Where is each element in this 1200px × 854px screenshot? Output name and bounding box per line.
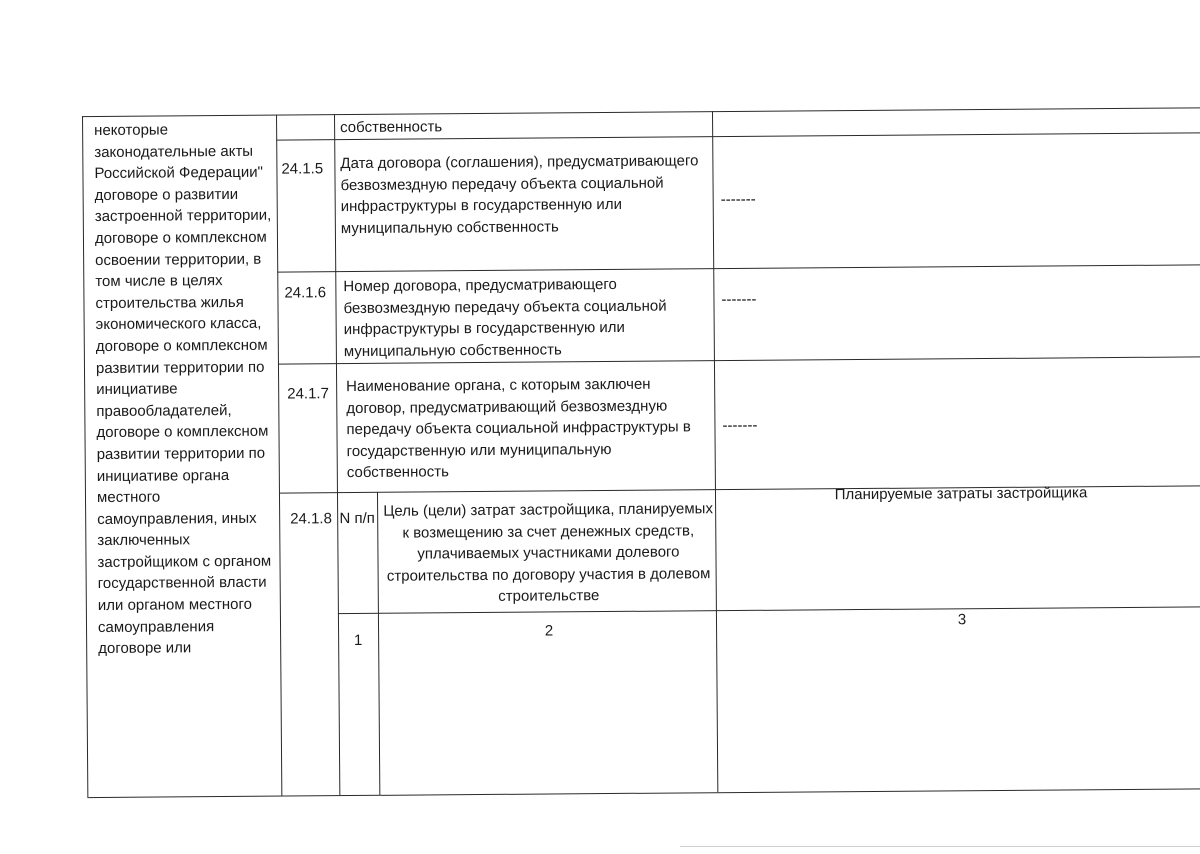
row-value-24-1-5: -------: [720, 190, 756, 209]
subtable-header-num: N п/п: [339, 509, 375, 528]
row-value-24-1-6: -------: [721, 290, 757, 309]
subtable-num-divider: [377, 492, 380, 795]
subtable-header-goal: Цель (цели) затрат застройщика, планируемых к возмещению за счет денежных средств, уплачиваемых участниками долевого строительства по договору участия в долевом строительстве: [383, 500, 714, 606]
row-code-24-1-8: 24.1.8: [290, 510, 332, 528]
row-label-24-1-5: Дата договора (соглашения), предусматривающего безвозмездную передачу объекта социальной инфраструктуры в государственную или муниципальную собственность: [340, 152, 699, 237]
scan-artifact-line: [680, 846, 1200, 847]
column-number-2: 2: [544, 622, 554, 640]
table-left-border: [82, 116, 88, 797]
column-number-1: 1: [353, 631, 363, 650]
row-code-24-1-6: 24.1.6: [284, 284, 327, 302]
row-label-continuation: собственность: [340, 118, 443, 137]
row-line-2: [277, 264, 1200, 272]
row-value-24-1-7: -------: [722, 416, 758, 435]
left-column-text: некоторые законодательные акты Российской Федерации" договоре о развитии застроенной территории, договоре о комплексном освоении территории, в том числе в целях строительства жилья экономического класса, договоре о комплексном развитии территории по инициативе правообладателей, договоре о комплексном развитии территории по инициативе органа местного самоуправления, иных заключенных застройщиком с органом государственной власти или органом местного самоуправления договоре или: [94, 121, 272, 658]
row-label-24-1-6: Номер договора, предусматривающего безвозмездную передачу объекта социальной инфраструктуры в государственную или муниципальную собственность: [343, 275, 667, 360]
value-column-divider: [712, 111, 716, 489]
code-column-divider: [334, 114, 338, 492]
subtable-goal-divider: [715, 489, 718, 792]
row-code-24-1-7: 24.1.7: [287, 385, 329, 403]
row-code-24-1-5: 24.1.5: [281, 160, 324, 178]
column-number-3: 3: [957, 611, 967, 629]
row-label-24-1-7: Наименование органа, с которым заключен договор, предусматривающий безвозмездную передачу объекта социальной инфраструктуры в государственную или муниципальную собственность: [346, 375, 691, 482]
subtable-header-costs: Планируемые затраты застройщика: [834, 484, 1088, 504]
